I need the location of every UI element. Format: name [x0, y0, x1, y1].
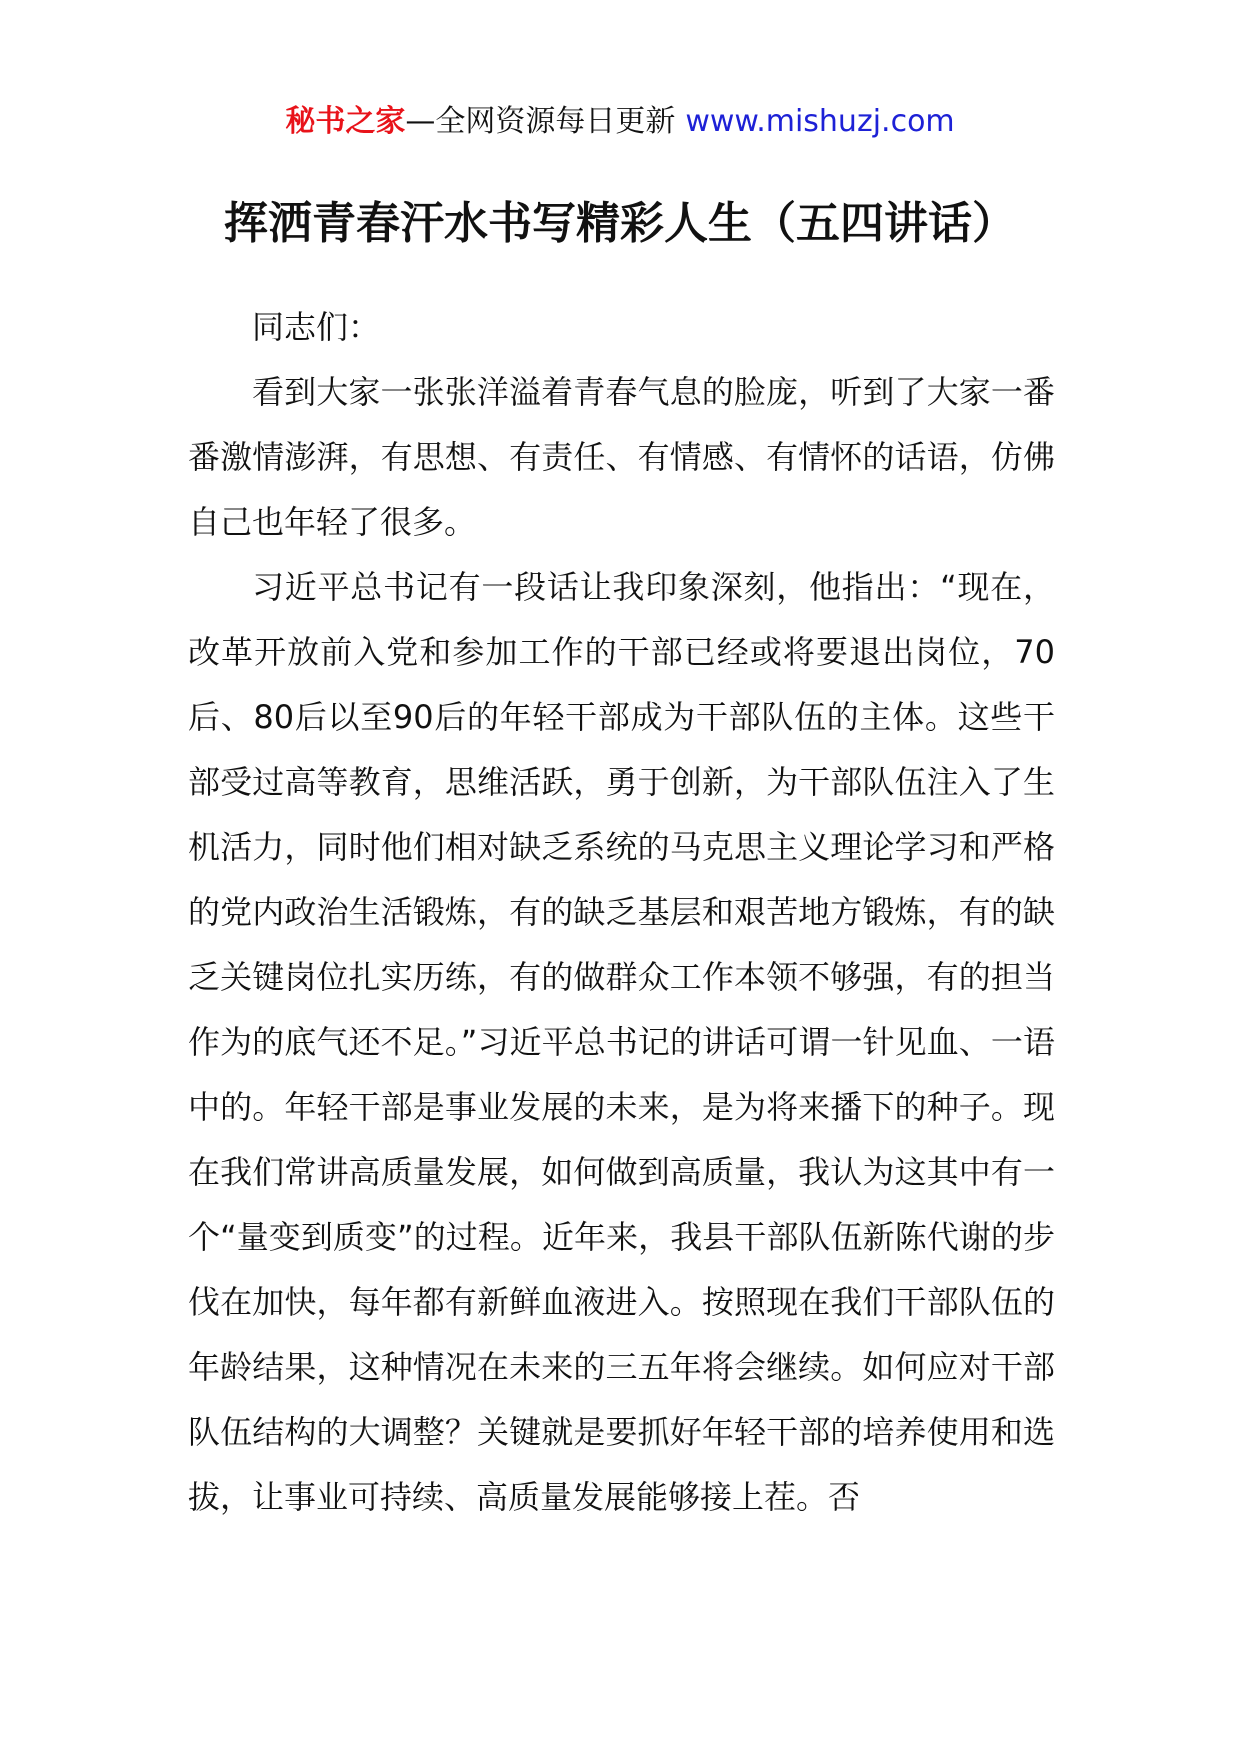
paragraph: 看到大家一张张洋溢着青春气息的脸庞，听到了大家一番番激情澎湃，有思想、有责任、有情感、有情怀的话语，仿佛自己也年轻了很多。	[188, 373, 1055, 541]
paragraph: 习近平总书记有一段话让我印象深刻，他指出：“现在，改革开放前入党和参加工作的干部已经或将要退出岗位，70后、80后以至90后的年轻干部成为干部队伍的主体。这些干部受过高等教育，思维活跃，勇于创新，为干部队伍注入了生机活力，同时他们相对缺乏系统的马克思主义理论学习和严格的党内政治生活锻炼，有的缺乏基层和艰苦地方锻炼，有的缺乏关键岗位扎实历练，有的做群众工作本领不够强，有的担当作为的底气还不足。”习近平总书记的讲话可谓一针见血、一语中的。年轻干部是事业发展的未来，是为将来播下的种子。现在我们常讲高质量发展，如何做到高质量，我认为这其中有一个“量变到质变”的过程。近年来，我县干部队伍新陈代谢的步伐在加快，每年都有新鲜血液进入。按照现在我们干部队伍的年龄结果，这种情况在未来的三五年将会继续。如何应对干部队伍结构的大调整？关键就是要抓好年轻干部的培养使用和选拔，让事业可持续、高质量发展能够接上茬。否	[188, 568, 1055, 1516]
site-brand: 秘书之家	[285, 104, 406, 139]
document-title: 挥洒青春汗水书写精彩人生（五四讲话）	[224, 198, 1016, 249]
site-slogan: —全网资源每日更新	[405, 104, 676, 139]
site-url-link[interactable]: www.mishuzj.com	[685, 104, 955, 139]
document-body	[188, 295, 1055, 1530]
site-header	[0, 100, 1240, 144]
salutation: 同志们：	[252, 308, 381, 346]
